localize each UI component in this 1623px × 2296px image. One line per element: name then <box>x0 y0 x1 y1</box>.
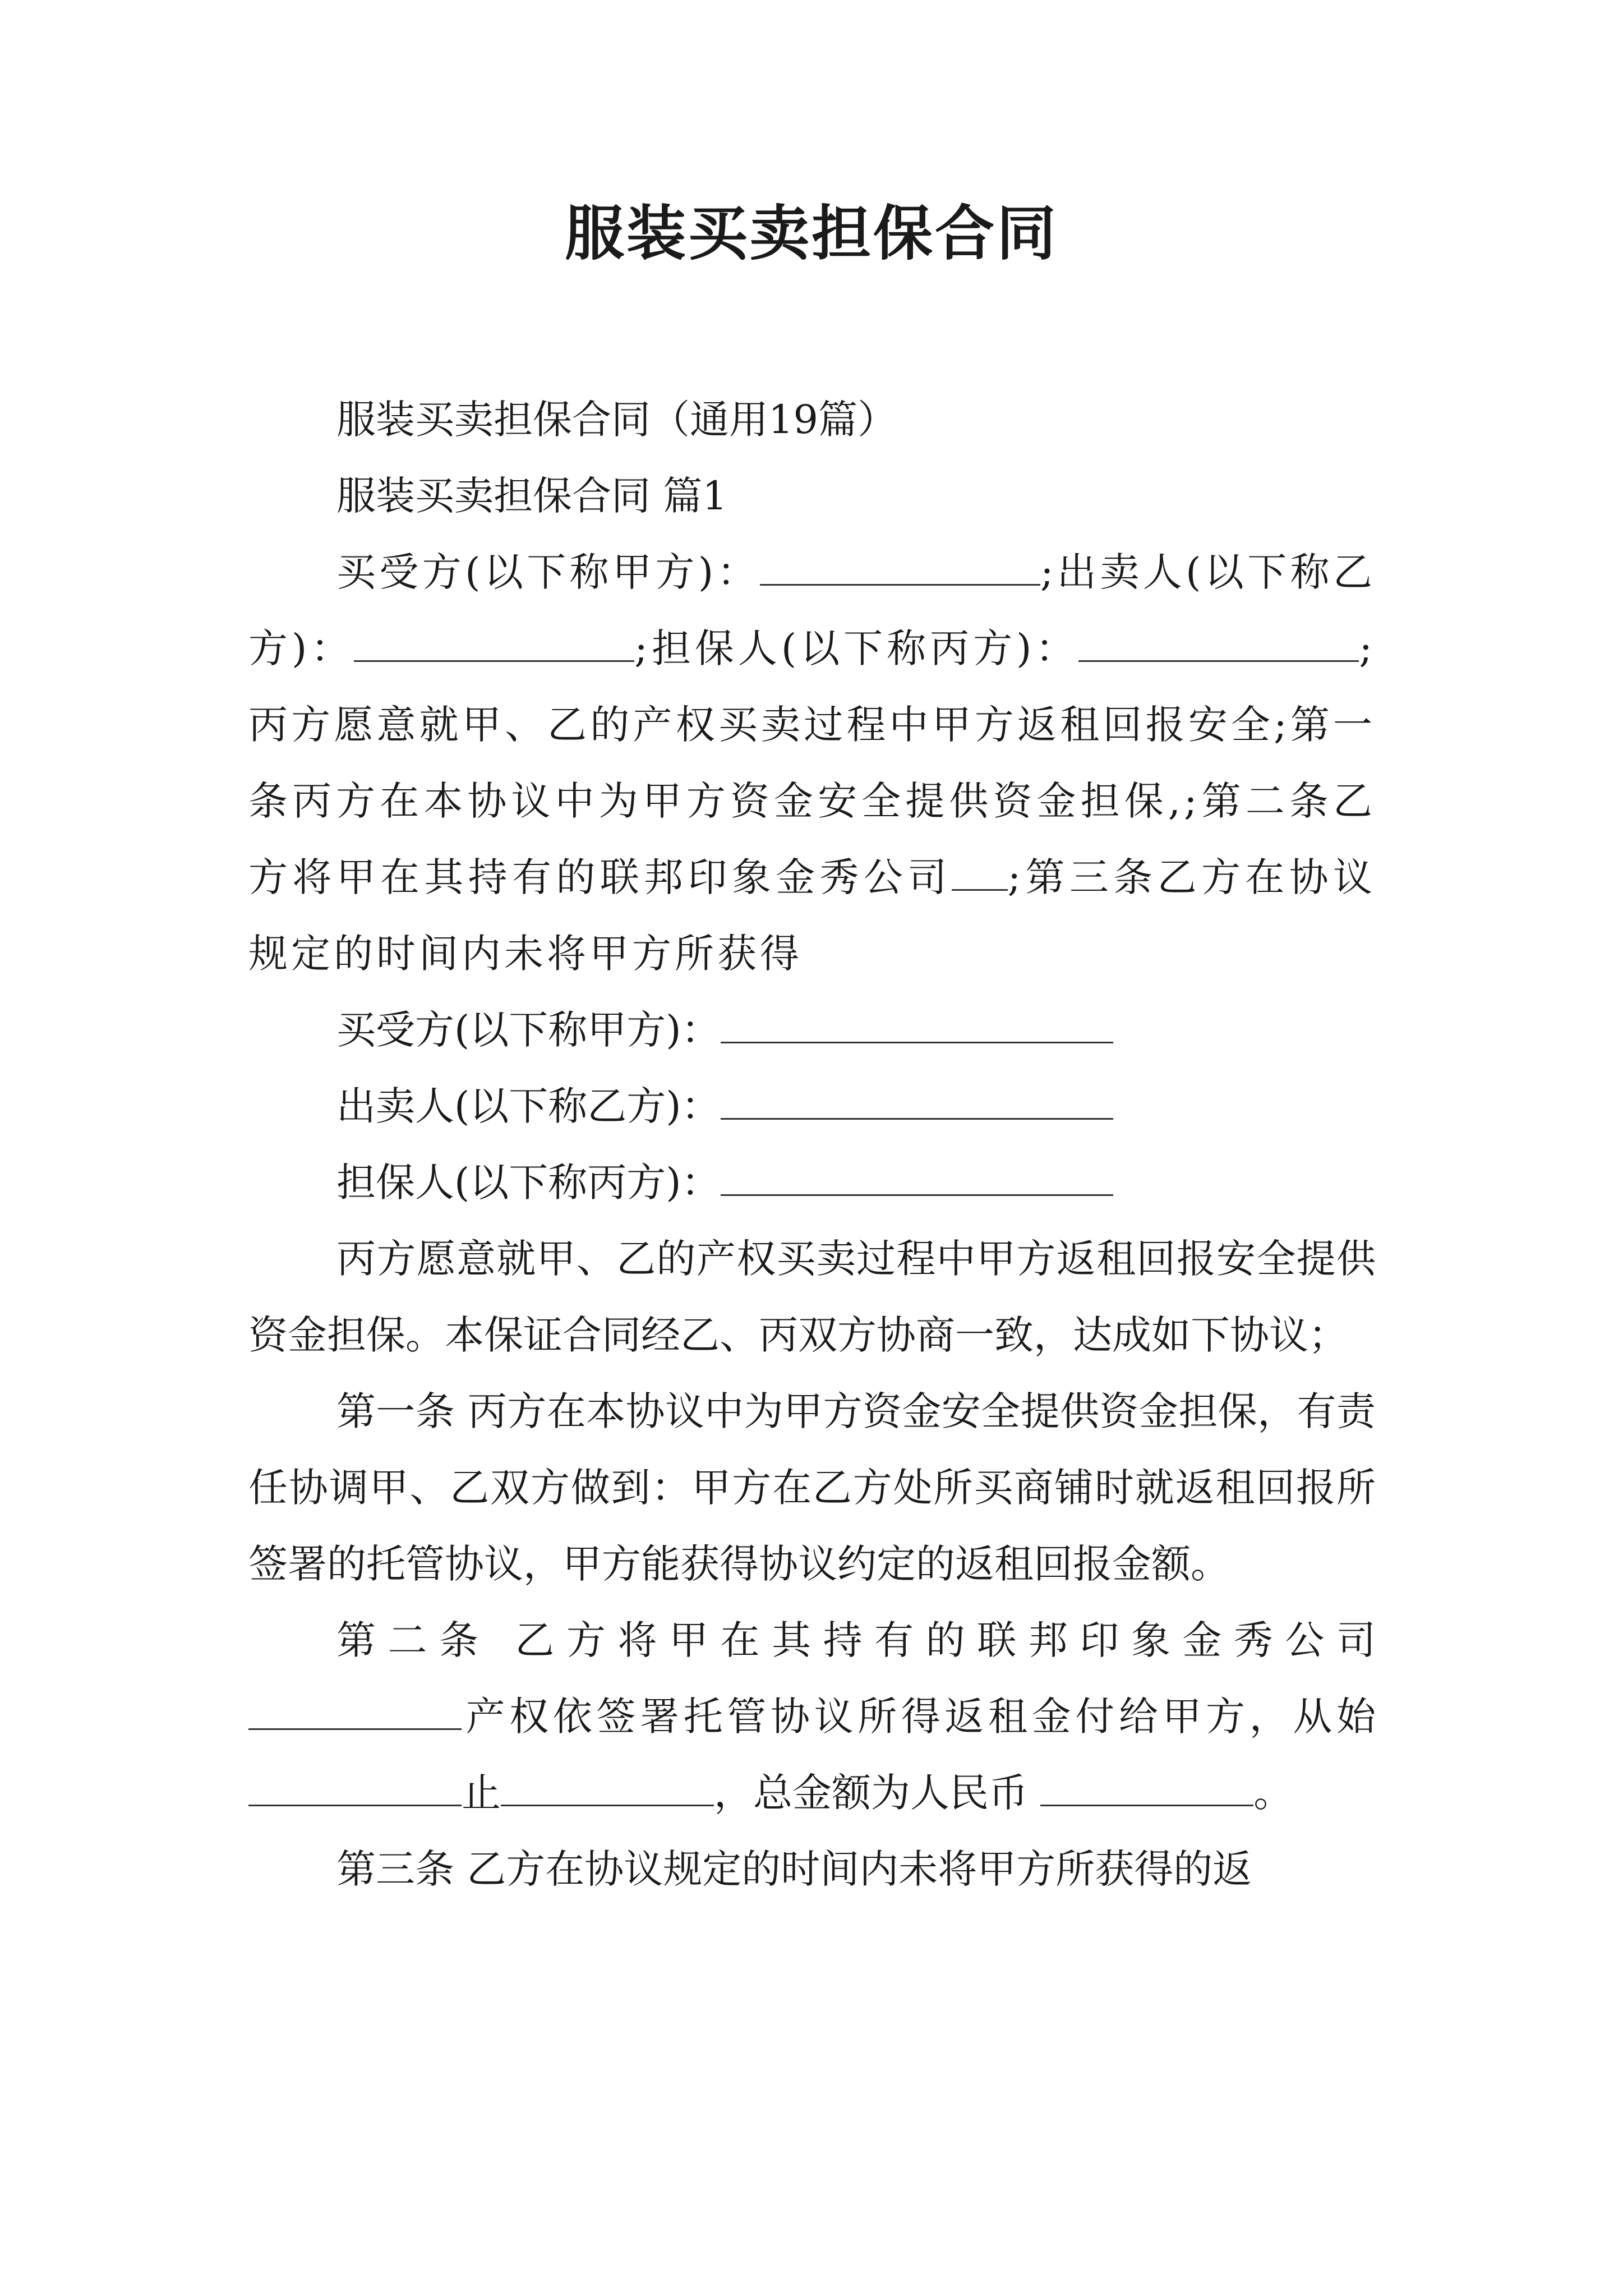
blank-field <box>248 1771 462 1806</box>
summary-paragraph <box>248 534 1376 992</box>
blank-field <box>1040 1771 1253 1806</box>
article-2-mid-text: 产权依签署托管协议所得返租金付给甲方，从始 <box>462 1694 1376 1740</box>
article-2-lead-text: 第二条 乙方将甲在其持有的联邦印象金秀公司 <box>336 1617 1376 1663</box>
article-3: 第三条 乙方在协议规定的时间内未将甲方所获得的返 <box>336 1846 1252 1892</box>
party-guarantor-line <box>248 1144 1376 1221</box>
blank-field <box>721 1008 1113 1043</box>
blank-field <box>248 1695 462 1730</box>
party-seller-label: 出卖人(以下称乙方)： <box>336 1083 721 1129</box>
blank-field <box>721 1084 1113 1120</box>
blank-field <box>721 1161 1113 1196</box>
intro-paragraph: 丙方愿意就甲、乙的产权买卖过程中甲方返租回报安全提供资金担保。本保证合同经乙、丙双方协商一致，达成如下协议； <box>248 1236 1376 1358</box>
party-buyer-label: 买受方(以下称甲方)： <box>336 1007 721 1053</box>
party-seller-line <box>248 1068 1376 1144</box>
blank-field <box>760 550 1040 586</box>
summary-seller-label: ;出卖人(以下称乙方)： <box>248 549 1376 671</box>
blank-field <box>354 627 634 662</box>
article-2-to-text: 止 <box>462 1770 501 1816</box>
document-title: 服装买卖担保合同 <box>565 199 1058 268</box>
article-1: 第一条 丙方在本协议中为甲方资金安全提供资金担保，有责任协调甲、乙双方做到：甲方在乙方处所买商铺时就返租回报所签署的托管协议，甲方能获得协议约定的返租回报金额。 <box>248 1388 1376 1587</box>
summary-buyer-label: 买受方(以下称甲方)： <box>336 549 760 595</box>
party-guarantor-label: 担保人(以下称丙方)： <box>336 1159 721 1205</box>
article-2-line-3 <box>248 1755 1376 1831</box>
document-subtitle: 服装买卖担保合同（通用19篇） <box>336 397 897 443</box>
document-body <box>248 381 1376 1907</box>
blank-field <box>952 855 1008 891</box>
article-2-total-text: ，总金额为人民币 <box>714 1770 1028 1816</box>
article-2-line-2 <box>248 1678 1376 1755</box>
party-buyer-line <box>248 992 1376 1068</box>
summary-text-1: ;丙方愿意就甲、乙的产权买卖过程中甲方返租回报安全;第一条丙方在本协议中为甲方资金安全提供资金担保,;第二条乙方将甲在其持有的联邦印象金秀公司 <box>248 625 1376 900</box>
summary-text-2: ;第三条乙方在协议规定的时间内未将甲方所获得 <box>248 854 1376 977</box>
blank-field <box>1078 627 1359 662</box>
article-2-end-text: 。 <box>1253 1770 1293 1816</box>
section-heading: 服装买卖担保合同 篇1 <box>336 473 727 519</box>
article-2-lead <box>248 1602 1376 1678</box>
blank-field <box>501 1771 714 1806</box>
summary-guarantor-label: ;担保人(以下称丙方)： <box>634 625 1079 671</box>
